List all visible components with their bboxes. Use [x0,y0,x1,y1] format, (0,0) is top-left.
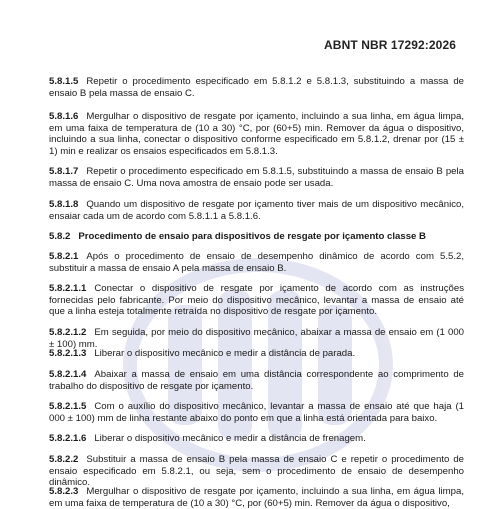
paragraph-text: Conectar o dispositivo de resgate por içamento de acordo com as instruções fornecidas pelo fabricante. Por meio do dispositivo mecânico, levantar a massa de ensaio até que a linha esteja totalmente retraída no dispositivo de resgate por içamento. [49,283,464,318]
paragraph-number: 5.8.2.3 [49,486,79,497]
paragraph-5-8-2-1-6 [49,433,464,445]
paragraph-text: Abaixar a massa de ensaio em uma distância correspondente ao comprimento de trabalho do dispositivo de resgate por içamento. [49,369,464,392]
paragraph-5-8-2-1-4 [49,369,464,392]
paragraph-number: 5.8.2.1 [49,251,79,262]
paragraph-text: Em seguida, por meio do dispositivo mecânico, abaixar a massa de ensaio em (1 000 ± 100) mm. [49,327,464,350]
paragraph-number: 5.8.1.7 [49,166,79,177]
paragraph-5-8-1-6 [49,111,464,157]
paragraph-5-8-2-1-2 [49,327,464,350]
paragraph-5-8-2-2 [49,454,464,489]
paragraph-5-8-2-3 [49,486,464,509]
paragraph-5-8-2-1 [49,251,464,274]
paragraph-number: 5.8.2.2 [49,454,79,465]
paragraph-text: Repetir o procedimento especificado em 5.8.1.2 e 5.8.1.3, substituindo a massa de ensaio B pela massa de ensaio C. [49,76,464,99]
section-heading-5-8-2 [49,231,464,243]
paragraph-number: 5.8.1.5 [49,76,79,87]
paragraph-number: 5.8.2.1.5 [49,401,87,412]
paragraph-5-8-1-7 [49,166,464,189]
section-number: 5.8.2 [49,231,71,242]
paragraph-number: 5.8.2.1.2 [49,327,87,338]
paragraph-text: Mergulhar o dispositivo de resgate por içamento, incluindo a sua linha, em água limpa, em uma faixa de temperatura de (10 a 30) °C, por (60+5) min. Remover da água o dispositivo, [49,486,464,509]
paragraph-text: Repetir o procedimento especificado em 5.8.1.5, substituindo a massa de ensaio B pela massa de ensaio C. Uma nova amostra de ensaio pode ser usada. [49,166,464,189]
paragraph-text: Substituir a massa de ensaio B pela massa de ensaio C e repetir o procedimento de ensaio especificado em 5.8.2.1, ou seja, sem o procedimento de ensaio de desempenho dinâmico. [49,454,464,489]
section-title: Procedimento de ensaio para dispositivos de resgate por içamento classe B [78,231,426,242]
paragraph-5-8-1-5 [49,76,464,99]
paragraph-number: 5.8.2.1.6 [49,433,87,444]
paragraph-text: Liberar o dispositivo mecânico e medir a distância de frenagem. [94,433,366,444]
paragraph-text: Quando um dispositivo de resgate por içamento tiver mais de um dispositivo mecânico, ensaiar cada um de acordo com 5.8.1.1 a 5.8.1.6. [49,199,464,222]
paragraph-text: Com o auxílio do dispositivo mecânico, levantar a massa de ensaio até que haja (1 000 ± 100) mm de linha restante abaixo do ponto em que a linha está orientada para baixo. [49,401,464,424]
paragraph-5-8-2-1-3 [49,348,464,360]
paragraph-5-8-2-1-5 [49,401,464,424]
paragraph-number: 5.8.2.1.3 [49,348,87,359]
paragraph-text: Mergulhar o dispositivo de resgate por içamento, incluindo a sua linha, em água limpa, em uma faixa de temperatura de (10 a 30) °C, por (60+5) min. Remover da água o dispositivo, incluindo a sua linha, conectar o dispositivo conforme especificado em 5.8.1.2, drenar por (15 ± 1) min e realizar os ensaios especificados em 5.8.1.3. [49,111,464,157]
paragraph-5-8-2-1-1 [49,283,464,318]
paragraph-text: Após o procedimento de ensaio de desempenho dinâmico de acordo com 5.5.2, substituir a massa de ensaio A pela massa de ensaio B. [49,251,464,274]
standard-code: ABNT NBR 17292:2026 [324,38,456,52]
paragraph-text: Liberar o dispositivo mecânico e medir a distância de parada. [94,348,356,359]
paragraph-number: 5.8.1.6 [49,111,79,122]
paragraph-number: 5.8.2.1.4 [49,369,87,380]
paragraph-number: 5.8.2.1.1 [49,283,87,294]
paragraph-number: 5.8.1.8 [49,199,79,210]
paragraph-5-8-1-8 [49,199,464,222]
